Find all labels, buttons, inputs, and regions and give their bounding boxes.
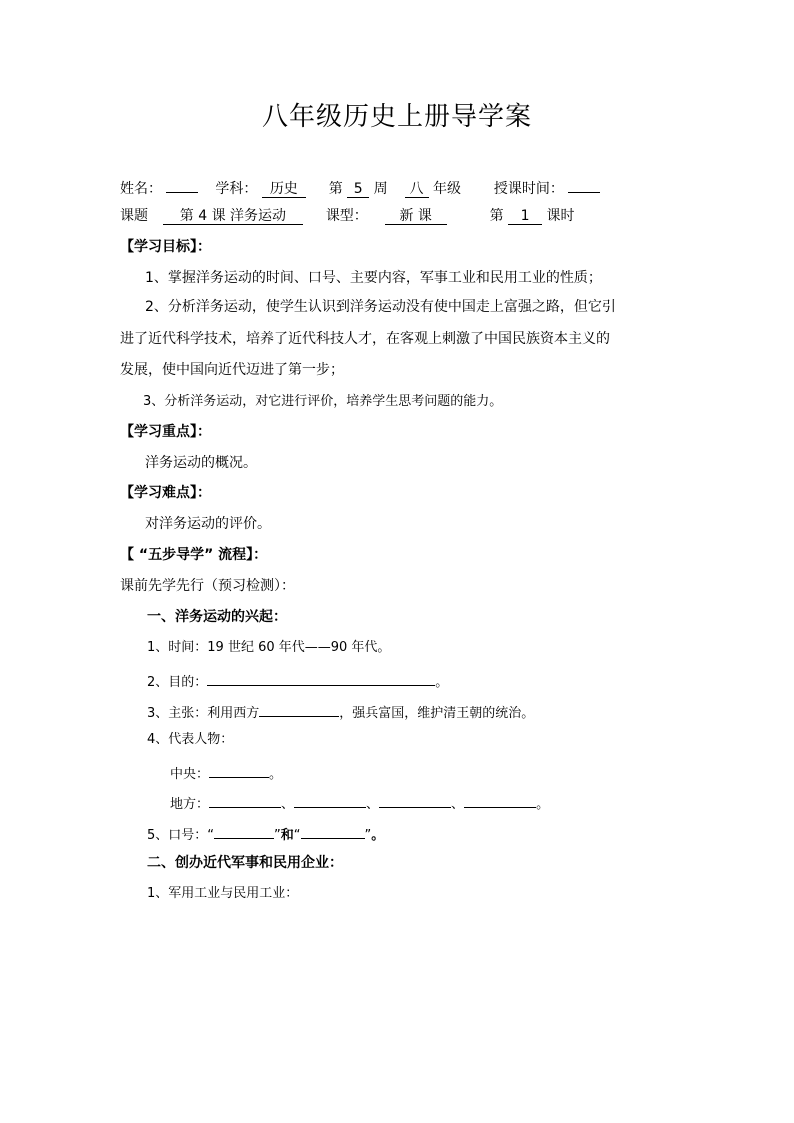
page-title: 八年级历史上册导学案 (261, 102, 532, 132)
purpose-suffix: 。 (435, 675, 449, 690)
central-blank (209, 763, 269, 778)
slogan-blank-1 (214, 824, 274, 839)
and-word: 和 (280, 828, 294, 843)
slogan (147, 824, 384, 844)
slogan-blank-2 (301, 824, 365, 839)
local-sep-2: 、 (366, 797, 380, 812)
s1-item-2 (147, 671, 448, 691)
header-row-1 (120, 178, 600, 199)
name-blank (166, 178, 198, 193)
flow-heading: 【 “五步导学” 流程】： (120, 547, 268, 563)
objectives-heading: 【学习目标】： (120, 239, 211, 255)
slogan-label: 5、口号： (147, 828, 208, 843)
week-suffix: 周 (373, 181, 388, 197)
purpose-label: 2、目的： (147, 675, 208, 690)
objective-1: 1、掌握洋务运动的时间、口号、主要内容，军事工业和民用工业的性质； (145, 270, 602, 286)
local-blank-2 (294, 793, 366, 808)
central-label: 中央： (170, 767, 210, 782)
period-prefix: 第 (489, 208, 504, 224)
type-label: 课型： (325, 208, 368, 224)
period-suffix: 课时 (546, 208, 575, 224)
period-value: 1 (508, 208, 542, 225)
quote-open-1: “ (207, 828, 215, 843)
local-label: 地方： (170, 797, 210, 812)
subject-value: 历史 (262, 181, 306, 198)
local-sep-1: 、 (281, 797, 295, 812)
s2-item-1: 1、军用工业与民用工业： (147, 886, 299, 901)
proposal-blank (259, 702, 339, 717)
objective-2-line-3: 发展，使中国向近代迈进了第一步； (120, 362, 344, 378)
proposal-label: 3、主张：利用西方 (147, 706, 260, 721)
difficulties-heading: 【学习难点】： (120, 485, 211, 501)
s1-item-3 (147, 702, 534, 722)
s1-item-4: 4、代表人物： (147, 732, 234, 747)
header-row-2 (120, 208, 575, 226)
local-blank-3 (379, 793, 451, 808)
key-points-text: 洋务运动的概况。 (145, 455, 257, 471)
local-sep-3: 、 (451, 797, 465, 812)
slogan-suffix: 。 (371, 828, 385, 843)
proposal-suffix: ，强兵富国，维护清王朝的统治。 (339, 706, 535, 721)
key-points-heading: 【学习重点】： (120, 424, 211, 440)
lesson-value: 第 4 课 洋务运动 (163, 208, 303, 225)
local-figures (170, 793, 549, 813)
week-value: 5 (347, 181, 369, 198)
section-1-heading: 一、洋务运动的兴起： (147, 609, 287, 625)
section-2-heading: 二、创办近代军事和民用企业： (147, 855, 343, 871)
central-suffix: 。 (269, 767, 283, 782)
quote-close-2: ” (364, 828, 372, 843)
week-prefix: 第 (328, 181, 343, 197)
difficulties-text: 对洋务运动的评价。 (145, 516, 271, 532)
objective-3: 3、分析洋务运动，对它进行评价，培养学生思考问题的能力。 (143, 394, 503, 409)
grade-value: 八 (405, 181, 429, 198)
local-suffix: 。 (536, 797, 550, 812)
purpose-blank (207, 671, 435, 686)
time-blank (568, 178, 600, 193)
grade-suffix: 年级 (432, 181, 461, 197)
quote-open-2: “ (293, 828, 301, 843)
local-blank-1 (209, 793, 281, 808)
subject-label: 学科： (215, 181, 258, 197)
type-value: 新 课 (385, 208, 447, 225)
s1-item-1: 1、时间：19 世纪 60 年代——90 年代。 (147, 640, 391, 655)
central-figures (170, 763, 282, 783)
time-label: 授课时间： (493, 181, 564, 197)
preview-label: 课前先学先行（预习检测）： (120, 578, 295, 594)
objective-2-line-2: 进了近代科学技术，培养了近代科技人才，在客观上刺激了中国民族资本主义的 (120, 331, 610, 347)
local-blank-4 (464, 793, 536, 808)
objective-2-line-1: 2、分析洋务运动，使学生认识到洋务运动没有使中国走上富强之路，但它引 (145, 299, 616, 315)
name-label: 姓名： (120, 181, 162, 197)
quote-close-1: ” (274, 828, 281, 843)
lesson-label: 课题 (120, 208, 148, 224)
